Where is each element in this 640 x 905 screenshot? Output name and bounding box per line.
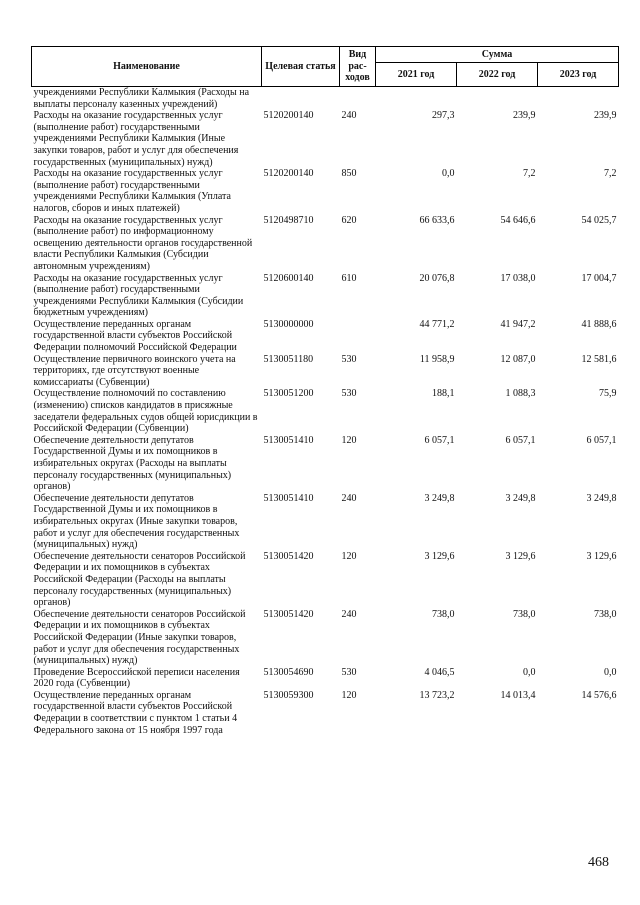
row-value-2023 [538,87,619,111]
row-value-2023: 0,0 [604,666,617,678]
row-name: Обеспечение деятельности сенаторов Российской Федерации и их помощников в субъектах Российской Федерации (Иные закупки товаров, работ и услуг для обеспечения государственных (муниципальных) нужд) [33,608,246,667]
row-target-article: 5120498710 [263,214,314,226]
row-value-2022: 3 249,8 [505,492,536,504]
row-expense-kind [340,319,376,354]
table-row [32,87,619,111]
row-value-2022: 7,2 [523,168,536,180]
row-value-2022: 14 013,4 [500,689,536,701]
row-target-article: 5130059300 [263,689,314,701]
row-name: Обеспечение деятельности депутатов Государственной Думы и их помощников в избирательных округах (Расходы на выплаты персоналу государственных (муниципальных) органов) [33,434,232,493]
table-row [32,551,619,609]
row-name: Осуществление переданных органам государственной власти субъектов Российской Федерации полномочий Российской Федерации [33,318,237,354]
header-expense-kind-line1: Вид [348,49,367,61]
row-value-2022: 41 947,2 [500,318,536,330]
row-expense-kind: 120 [341,689,357,701]
row-target-article: 5130051180 [263,353,314,365]
table-row [32,435,619,493]
row-value-2022: 6 057,1 [505,434,536,446]
row-target-article: 5120200140 [263,110,314,122]
table-row [32,493,619,551]
row-expense-kind: 120 [341,434,357,446]
row-value-2021: 738,0 [432,608,455,620]
header-expense-kind-line2: рас- [348,60,367,72]
row-target-article: 5120600140 [263,272,314,284]
table-row [32,319,619,354]
row-value-2023: 41 888,6 [581,318,617,330]
header-expense-kind-line3: ходов [345,72,370,84]
row-target-article: 5130051420 [263,608,314,620]
row-expense-kind: 610 [341,272,357,284]
row-value-2022: 17 038,0 [500,272,536,284]
row-name: Расходы на оказание государственных услуг (выполнение работ) по информационному освещению деятельности органов государственной власти Республики Калмыкия (Субсидии автономным учреждениям) [33,214,253,272]
row-value-2021 [376,87,457,111]
row-name: Обеспечение деятельности депутатов Государственной Думы и их помощников в избирательных округах (Иные закупки товаров, работ и услуг для обеспечения государственных (муниципальных) нужд) [33,492,240,551]
row-expense-kind: 530 [341,388,357,400]
table-body [32,87,619,737]
row-name: Расходы на оказание государственных услуг (выполнение работ) государственными учреждениями Республики Калмыкия (Иные закупки товаров, работ и услуг для обеспечения государственных (муниципальных) нужд) [33,110,239,168]
row-target-article: 5130051410 [263,434,314,446]
row-target-article: 5130000000 [263,318,314,330]
row-target-article: 5130051200 [263,388,314,400]
row-value-2022 [457,87,538,111]
row-value-2021: 11 958,9 [419,353,455,365]
row-value-2021: 20 076,8 [419,272,455,284]
row-value-2023: 239,9 [594,110,617,122]
row-name: Обеспечение деятельности сенаторов Российской Федерации и их помощников в субъектах Российской Федерации (Расходы на выплаты персоналу государственных (муниципальных) органов) [33,550,246,609]
header-year-2022: 2022 год [457,63,538,87]
row-name: Осуществление переданных органам государственной власти субъектов Российской Федерации в соответствии с пунктом 1 статьи 4 Федерального закона от 15 ноября 1997 года [33,689,238,736]
row-value-2023: 6 057,1 [586,434,617,446]
table-row [32,273,619,319]
row-value-2023: 14 576,6 [581,689,617,701]
table-header [32,47,619,87]
row-value-2022: 1 088,3 [505,388,536,400]
header-target-article: Целевая статья [262,47,340,87]
row-value-2023: 3 129,6 [586,550,617,562]
row-value-2022: 12 087,0 [500,353,536,365]
row-name: Расходы на оказание государственных услуг (выполнение работ) государственными учреждениями Республики Калмыкия (Субсидии бюджетным учреждениям) [33,272,244,319]
row-name: Проведение Всероссийской переписи населения 2020 года (Субвенции) [33,666,240,690]
row-target-article: 5130054690 [263,666,314,678]
row-target-article: 5130051410 [263,492,314,504]
table-row [32,609,619,667]
table-row [32,388,619,434]
table-row [32,354,619,389]
budget-table [31,46,619,736]
row-name: учреждениями Республики Калмыкия (Расходы на выплаты персоналу казенных учреждений) [33,87,250,110]
header-sum: Сумма [376,47,619,63]
row-value-2021: 3 129,6 [424,550,455,562]
row-value-2022: 54 646,6 [500,214,536,226]
page-number: 468 [588,855,609,870]
row-expense-kind: 620 [341,214,357,226]
row-expense-kind [340,87,376,111]
row-name: Осуществление полномочий по составлению (изменению) списков кандидатов в присяжные заседатели федеральных судов общей юрисдикции в Российской Федерации (Субвенции) [33,388,258,435]
row-expense-kind: 120 [341,550,357,562]
row-value-2023: 7,2 [604,168,617,180]
row-value-2023: 54 025,7 [581,214,617,226]
row-value-2023: 17 004,7 [581,272,617,284]
header-year-2021: 2021 год [376,63,457,87]
row-expense-kind: 530 [341,666,357,678]
table-row [32,215,619,273]
row-value-2021: 3 249,8 [424,492,455,504]
header-year-2023: 2023 год [538,63,619,87]
row-target-article: 5130051420 [263,550,314,562]
row-name: Осуществление первичного воинского учета на территориях, где отсутствуют военные комиссариаты (Субвенции) [33,353,236,388]
row-value-2023: 738,0 [594,608,617,620]
row-expense-kind: 240 [341,110,357,122]
row-target-article: 5120200140 [263,168,314,180]
row-name: Расходы на оказание государственных услуг (выполнение работ) государственными учреждениями Республики Калмыкия (Уплата налогов, сборов и иных платежей) [33,168,231,214]
header-name: Наименование [32,47,262,87]
row-value-2023: 3 249,8 [586,492,617,504]
row-value-2022: 0,0 [523,666,536,678]
row-value-2021: 4 046,5 [424,666,455,678]
row-value-2022: 239,9 [513,110,536,122]
row-value-2022: 3 129,6 [505,550,536,562]
table-row [32,690,619,736]
row-value-2023: 75,9 [599,388,617,400]
header-expense-kind [340,47,376,87]
table-row [32,667,619,690]
row-expense-kind: 240 [341,608,357,620]
row-value-2023: 12 581,6 [581,353,617,365]
row-value-2021: 297,3 [432,110,455,122]
row-value-2022: 738,0 [513,608,536,620]
row-value-2021: 44 771,2 [419,318,455,330]
row-expense-kind: 240 [341,492,357,504]
row-target-article [262,87,340,111]
row-value-2021: 13 723,2 [419,689,455,701]
row-value-2021: 66 633,6 [419,214,455,226]
row-value-2021: 188,1 [432,388,455,400]
row-expense-kind: 530 [341,353,357,365]
table-row [32,168,619,214]
row-value-2021: 6 057,1 [424,434,455,446]
table-row [32,110,619,168]
row-value-2021: 0,0 [442,168,455,180]
row-expense-kind: 850 [341,168,357,180]
